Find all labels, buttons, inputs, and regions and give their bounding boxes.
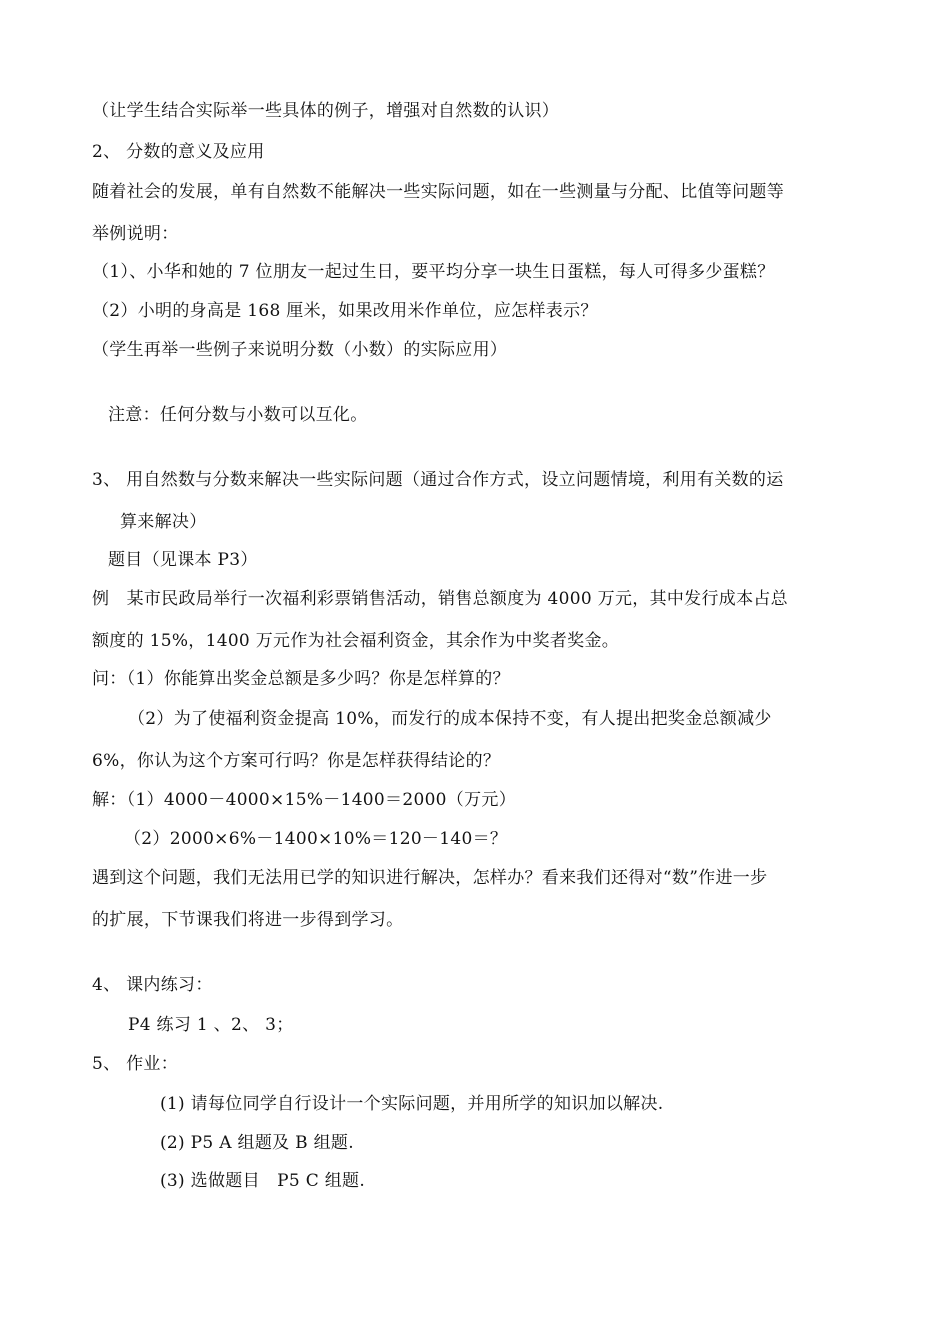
answer-2: （2）2000×6%－1400×10%＝120－140＝？ bbox=[124, 829, 508, 849]
intro-note: （让学生结合实际举一些具体的例子，增强对自然数的认识） bbox=[92, 101, 560, 121]
section-2-heading: 2、 分数的意义及应用 bbox=[92, 142, 265, 162]
question-2-line-2: 6%，你认为这个方案可行吗？你是怎样获得结论的？ bbox=[92, 751, 501, 771]
example-line-2: 额度的 15%，1400 万元作为社会福利资金，其余作为中奖者奖金。 bbox=[92, 631, 620, 651]
section-2-paragraph-line-1: 随着社会的发展，单有自然数不能解决一些实际问题，如在一些测量与分配、比值等问题等 bbox=[92, 182, 784, 202]
section-4-heading: 4、 课内练习： bbox=[92, 975, 213, 995]
section-2-example-1: （1）、小华和她的 7 位朋友一起过生日，要平均分享一块生日蛋糕，每人可得多少蛋糕？ bbox=[92, 262, 775, 282]
homework-item-3: (3) 选做题目 P5 C 组题. bbox=[160, 1171, 366, 1191]
section-2-example-2: （2）小明的身高是 168 厘米，如果改用米作单位，应怎样表示？ bbox=[92, 301, 598, 321]
example-line-1: 例 某市民政局举行一次福利彩票销售活动，销售总额度为 4000 万元，其中发行成本占总 bbox=[92, 589, 788, 609]
section-5-heading: 5、 作业： bbox=[92, 1054, 179, 1074]
homework-item-1: (1) 请每位同学自行设计一个实际问题，并用所学的知识加以解决. bbox=[160, 1094, 664, 1114]
section-2-attention: 注意：任何分数与小数可以互化。 bbox=[108, 405, 368, 425]
homework-item-2: (2) P5 A 组题及 B 组题. bbox=[160, 1133, 354, 1153]
question-1: 问：（1）你能算出奖金总额是多少吗？你是怎样算的？ bbox=[92, 669, 510, 689]
section-3-heading-line-1: 3、 用自然数与分数来解决一些实际问题（通过合作方式，设立问题情境，利用有关数的运 bbox=[92, 470, 784, 490]
section-3-heading-line-2: 算来解决） bbox=[120, 512, 207, 532]
conclusion-line-2: 的扩展，下节课我们将进一步得到学习。 bbox=[92, 910, 404, 930]
section-2-note: （学生再举一些例子来说明分数（小数）的实际应用） bbox=[92, 340, 508, 360]
conclusion-line-1: 遇到这个问题，我们无法用已学的知识进行解决，怎样办？看来我们还得对“数”作进一步 bbox=[92, 868, 768, 888]
section-4-item: P4 练习 1 、2、 3； bbox=[128, 1015, 294, 1035]
answer-1: 解：（1）4000－4000×15%－1400＝2000（万元） bbox=[92, 790, 516, 810]
section-2-paragraph-line-2: 举例说明： bbox=[92, 224, 179, 244]
question-2-line-1: （2）为了使福利资金提高 10%，而发行的成本保持不变，有人提出把奖金总额减少 bbox=[128, 709, 772, 729]
section-3-topic: 题目（见课本 P3） bbox=[108, 550, 258, 570]
